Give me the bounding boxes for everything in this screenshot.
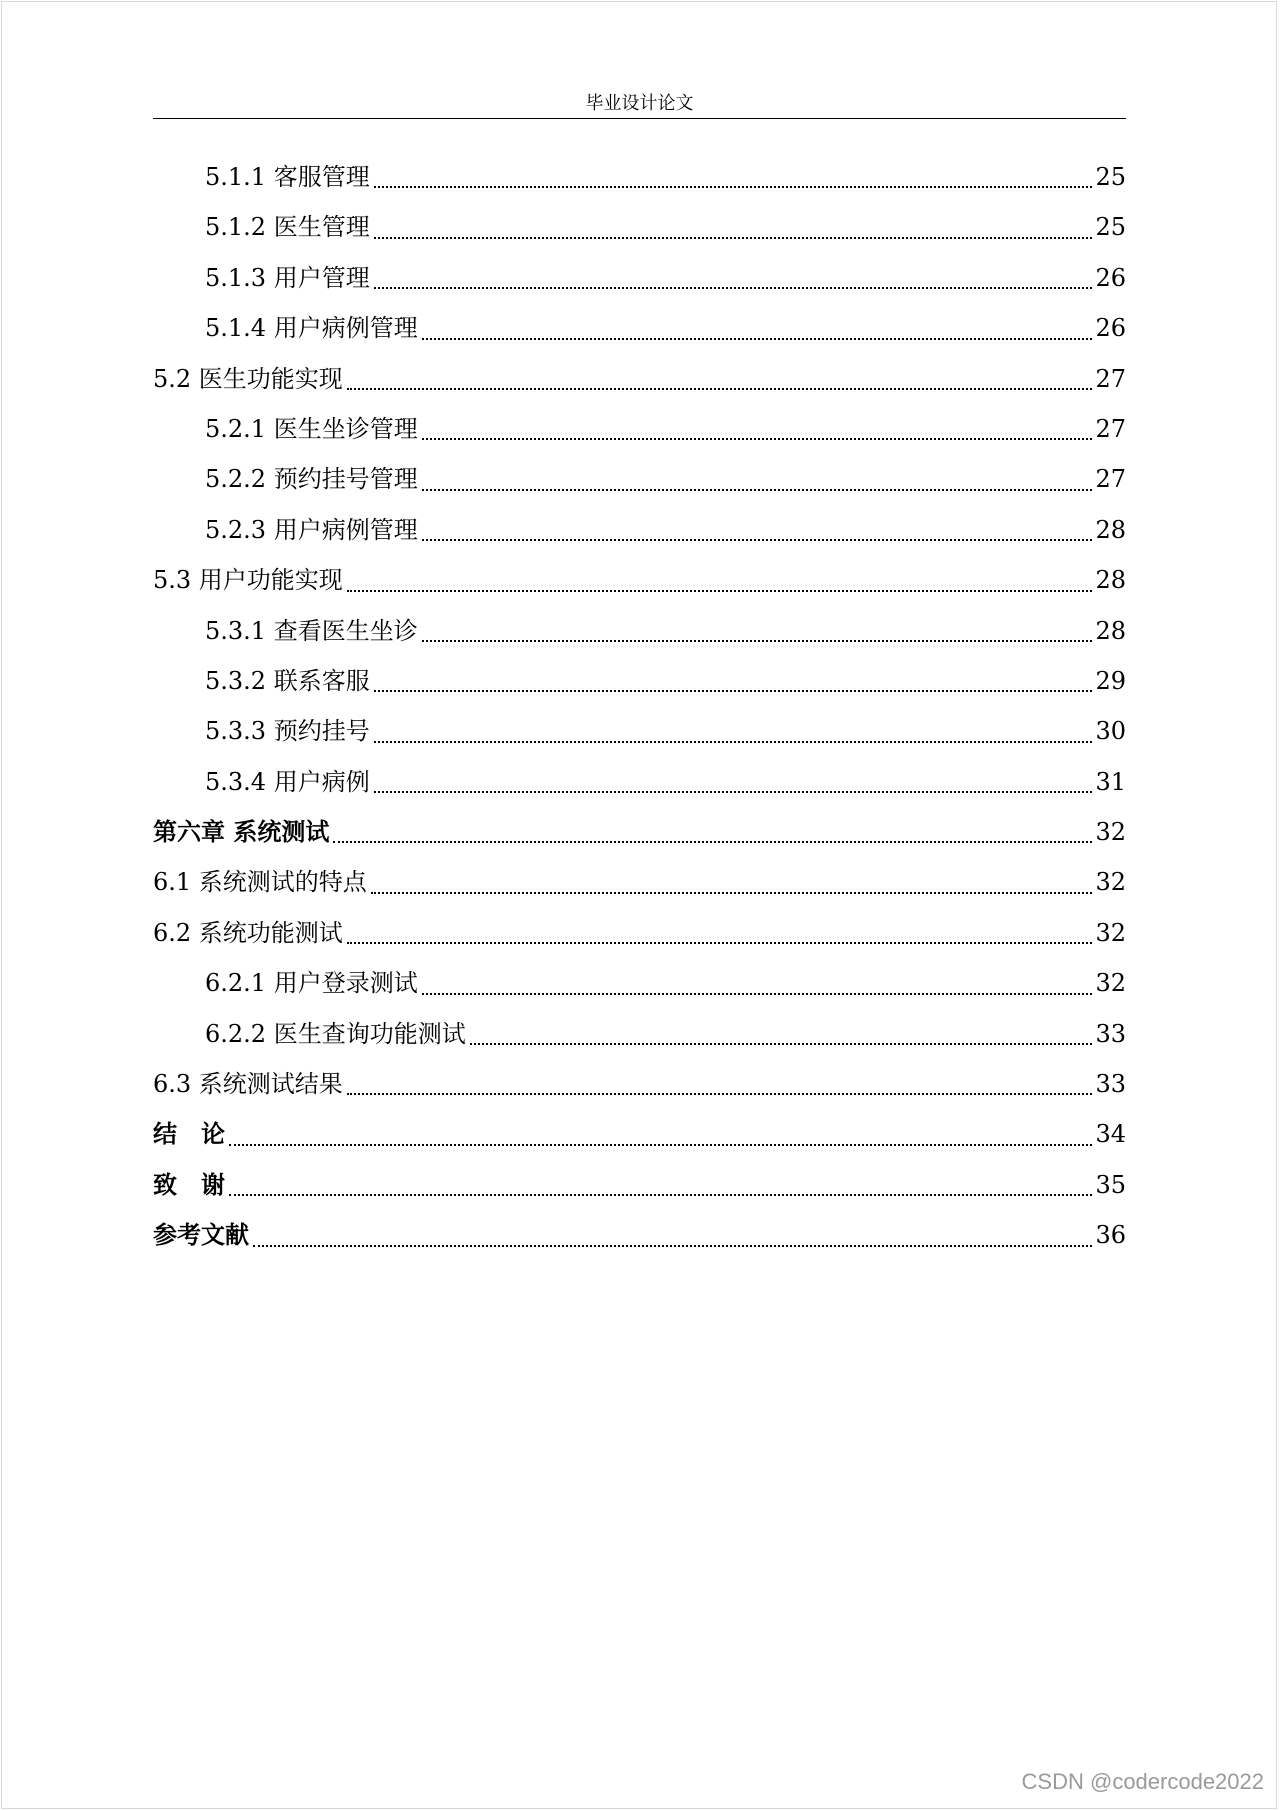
page-header-title: 毕业设计论文 [585, 93, 694, 114]
header-divider [153, 118, 1126, 119]
toc-entry-title: 5.2 医生功能实现 [153, 364, 343, 393]
toc-entry[interactable] [153, 354, 1126, 404]
toc-entry-title: 结 论 [153, 1119, 225, 1149]
toc-dot-leader [347, 590, 1093, 592]
toc-entry-title: 6.2.1 用户登录测试 [205, 969, 418, 998]
toc-entry[interactable] [153, 706, 1126, 756]
toc-entry-title: 5.2.1 医生坐诊管理 [205, 414, 418, 443]
toc-entry[interactable] [153, 555, 1126, 605]
watermark: CSDN @codercode2022 [1021, 1769, 1264, 1794]
toc-entry[interactable] [153, 152, 1126, 202]
toc-entry-page-number: 26 [1095, 263, 1126, 292]
toc-entry-title: 5.3.3 预约挂号 [205, 717, 370, 746]
toc-entry[interactable] [153, 1009, 1126, 1059]
toc-dot-leader [333, 841, 1092, 843]
toc-entry[interactable] [153, 1059, 1126, 1109]
toc-entry-page-number: 31 [1095, 767, 1126, 796]
toc-entry-page-number: 27 [1095, 364, 1126, 393]
toc-entry[interactable] [153, 807, 1126, 857]
toc-dot-leader [371, 892, 1093, 894]
toc-dot-leader [253, 1245, 1092, 1247]
toc-entry-title: 6.1 系统测试的特点 [153, 868, 367, 897]
toc-entry[interactable] [153, 656, 1126, 706]
toc-entry[interactable] [153, 454, 1126, 504]
toc-entry[interactable] [153, 857, 1126, 907]
toc-entry-title: 5.3 用户功能实现 [153, 566, 343, 595]
toc-entry[interactable] [153, 958, 1126, 1008]
toc-entry-page-number: 27 [1095, 414, 1126, 443]
toc-entry[interactable] [153, 606, 1126, 656]
toc-entry-page-number: 33 [1095, 1019, 1126, 1048]
toc-entry-title: 6.3 系统测试结果 [153, 1070, 343, 1099]
toc-entry-page-number: 32 [1095, 969, 1126, 998]
table-of-contents [153, 152, 1126, 1261]
toc-entry-title: 5.1.4 用户病例管理 [205, 314, 418, 343]
toc-entry-title: 5.2.2 预约挂号管理 [205, 465, 418, 494]
toc-entry-page-number: 32 [1095, 818, 1126, 847]
toc-entry-page-number: 29 [1095, 666, 1126, 695]
toc-entry-page-number: 28 [1095, 566, 1126, 595]
toc-dot-leader [229, 1194, 1092, 1196]
toc-entry-page-number: 32 [1095, 868, 1126, 897]
toc-dot-leader [374, 237, 1093, 239]
toc-entry[interactable] [153, 1210, 1126, 1260]
toc-entry[interactable] [153, 1160, 1126, 1210]
toc-dot-leader [422, 993, 1093, 995]
toc-entry-title: 5.3.2 联系客服 [205, 666, 370, 695]
toc-entry-page-number: 27 [1095, 465, 1126, 494]
toc-entry[interactable] [153, 253, 1126, 303]
toc-entry[interactable] [153, 404, 1126, 454]
toc-entry-title: 6.2.2 医生查询功能测试 [205, 1019, 466, 1048]
toc-entry-page-number: 36 [1095, 1221, 1126, 1250]
toc-entry-page-number: 28 [1095, 616, 1126, 645]
toc-entry-title: 5.3.1 查看医生坐诊 [205, 616, 418, 645]
toc-entry-title: 第六章 系统测试 [153, 817, 330, 847]
toc-dot-leader [229, 1144, 1092, 1146]
toc-dot-leader [422, 489, 1093, 491]
toc-entry-title: 6.2 系统功能测试 [153, 918, 343, 947]
toc-entry-title: 参考文献 [153, 1220, 249, 1250]
toc-entry-title: 5.1.2 医生管理 [205, 213, 370, 242]
toc-entry-page-number: 32 [1095, 918, 1126, 947]
toc-entry[interactable] [153, 757, 1126, 807]
toc-entry-page-number: 26 [1095, 314, 1126, 343]
toc-entry-page-number: 35 [1095, 1170, 1126, 1199]
toc-dot-leader [374, 287, 1093, 289]
toc-entry-title: 致 谢 [153, 1169, 225, 1199]
toc-entry[interactable] [153, 202, 1126, 252]
toc-dot-leader [347, 388, 1093, 390]
toc-dot-leader [347, 942, 1093, 944]
toc-dot-leader [374, 791, 1093, 793]
toc-dot-leader [422, 640, 1093, 642]
toc-entry-page-number: 34 [1095, 1120, 1126, 1149]
toc-dot-leader [374, 741, 1093, 743]
toc-dot-leader [422, 438, 1093, 440]
toc-dot-leader [374, 186, 1093, 188]
toc-entry-title: 5.3.4 用户病例 [205, 767, 370, 796]
toc-entry-title: 5.1.1 客服管理 [205, 162, 370, 191]
toc-entry-page-number: 25 [1095, 213, 1126, 242]
toc-entry-title: 5.1.3 用户管理 [205, 263, 370, 292]
toc-dot-leader [422, 338, 1093, 340]
toc-entry-page-number: 33 [1095, 1070, 1126, 1099]
toc-dot-leader [470, 1043, 1093, 1045]
toc-dot-leader [422, 539, 1093, 541]
toc-entry[interactable] [153, 303, 1126, 353]
toc-entry-page-number: 25 [1095, 162, 1126, 191]
toc-entry-page-number: 30 [1095, 717, 1126, 746]
toc-entry[interactable] [153, 505, 1126, 555]
toc-entry[interactable] [153, 908, 1126, 958]
toc-dot-leader [347, 1093, 1093, 1095]
toc-dot-leader [374, 690, 1093, 692]
toc-entry[interactable] [153, 1109, 1126, 1159]
toc-entry-page-number: 28 [1095, 515, 1126, 544]
toc-entry-title: 5.2.3 用户病例管理 [205, 515, 418, 544]
